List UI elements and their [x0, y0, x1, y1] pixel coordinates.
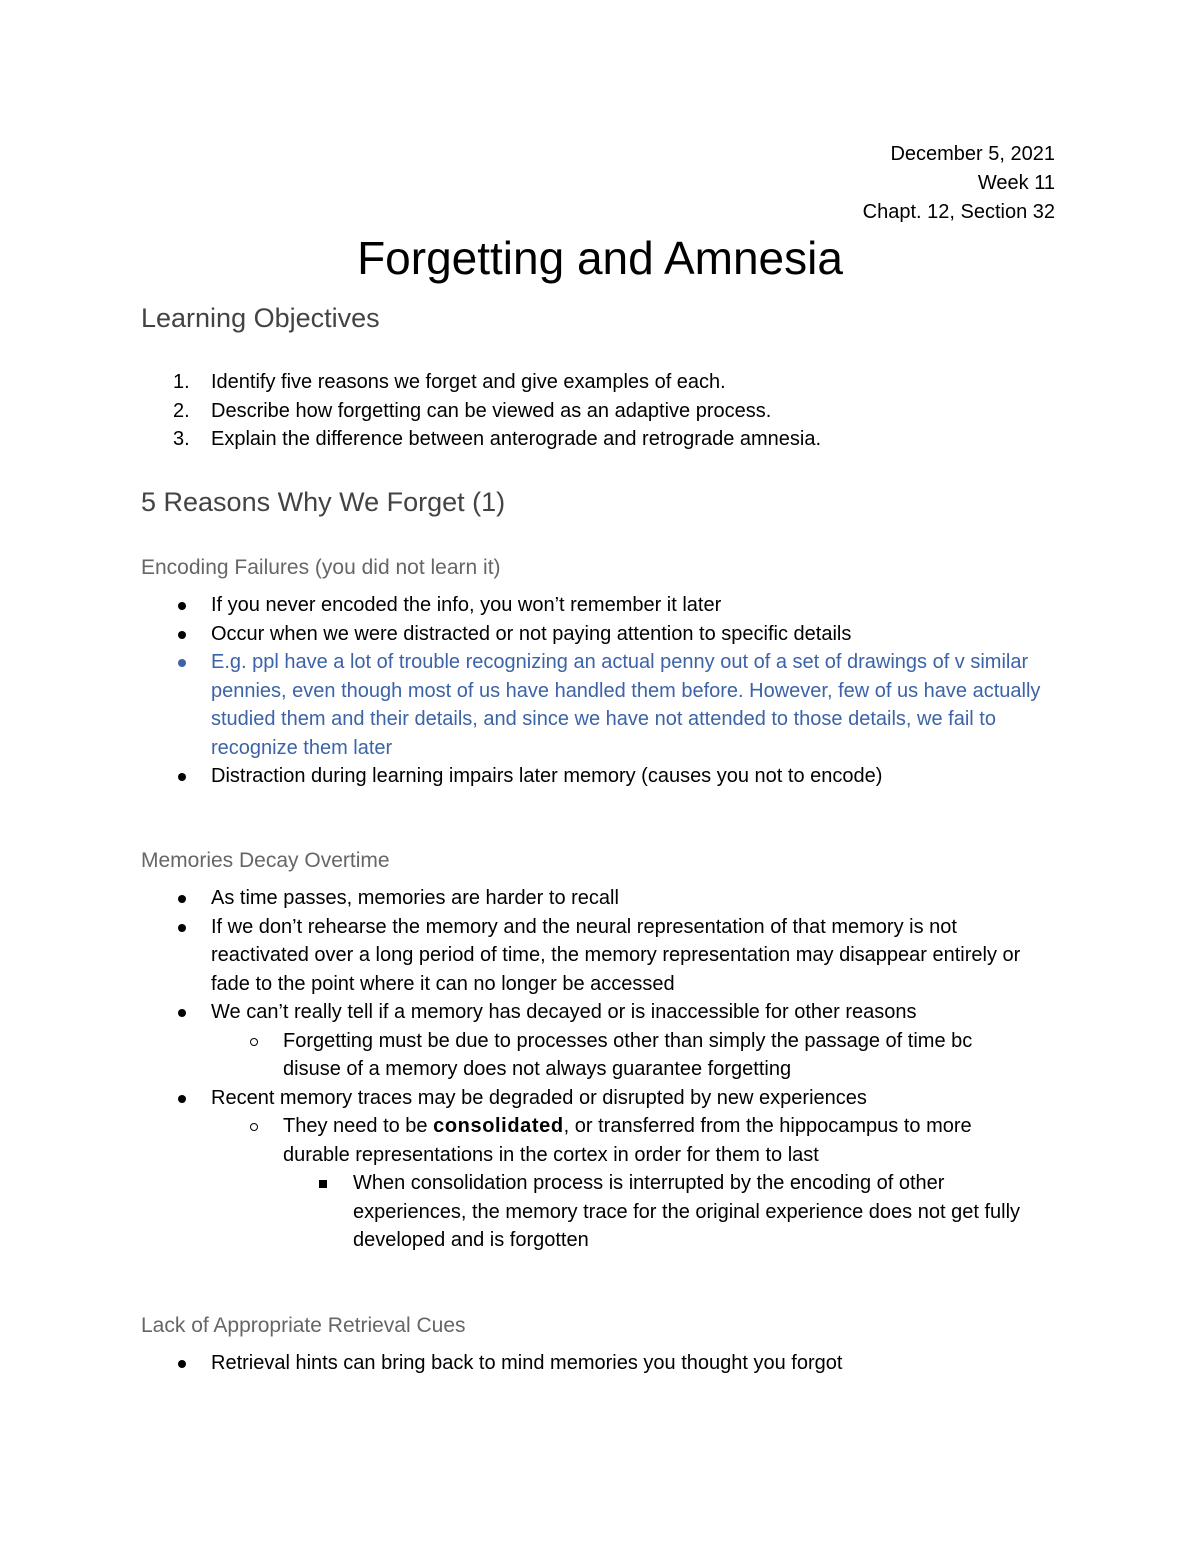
- sub-sub-list-item: [0, 1169, 1200, 1255]
- bullet-icon: [178, 631, 186, 639]
- memories-decay-heading: Memories Decay Overtime: [141, 849, 390, 872]
- bullet-icon: [178, 1360, 186, 1368]
- retrieval-cues-list: [0, 1349, 1200, 1378]
- hollow-bullet-icon: [250, 1038, 258, 1046]
- list-item-text: Retrieval hints can bring back to mind memories you thought you forgot: [211, 1352, 843, 1374]
- sub-list-item: [0, 1027, 1200, 1084]
- hollow-bullet-icon: [250, 1123, 258, 1131]
- consolidated-after: , or transferred from the hippocampus to more durable representations in the cortex in order for them to last: [283, 1115, 972, 1166]
- list-number: 1.: [173, 371, 190, 393]
- bullet-icon: [178, 659, 186, 667]
- bullet-icon: [178, 924, 186, 932]
- list-item: [0, 1084, 1200, 1113]
- document-meta: [863, 140, 1055, 227]
- sub-sub-list-item-text: When consolidation process is interrupted by the encoding of other experiences, the memory trace for the original experience does not get fully developed and is forgotten: [353, 1172, 1021, 1251]
- objective-item: [0, 425, 1200, 454]
- objective-text: Identify five reasons we forget and give examples of each.: [211, 371, 726, 393]
- memories-decay-list: [0, 884, 1200, 1255]
- list-item: [0, 884, 1200, 913]
- list-item: [0, 913, 1200, 999]
- list-item-text: Distraction during learning impairs later memory (causes you not to encode): [211, 765, 883, 787]
- objective-item: [0, 368, 1200, 397]
- list-item-text: If you never encoded the info, you won’t remember it later: [211, 594, 722, 616]
- bullet-icon: [178, 895, 186, 903]
- encoding-failures-heading: Encoding Failures (you did not learn it): [141, 556, 501, 579]
- encoding-failures-list: [0, 591, 1200, 791]
- objective-text: Explain the difference between anterograde and retrograde amnesia.: [211, 428, 822, 450]
- list-item: [0, 998, 1200, 1027]
- list-item: [0, 620, 1200, 649]
- retrieval-cues-heading: Lack of Appropriate Retrieval Cues: [141, 1314, 466, 1337]
- list-item-text: Recent memory traces may be degraded or disrupted by new experiences: [211, 1086, 867, 1109]
- bullet-icon: [178, 1095, 186, 1103]
- sub-list-item-text: Forgetting must be due to processes other than simply the passage of time bc disuse of a memory does not always guarantee forgetting: [283, 1029, 973, 1080]
- list-item: [0, 591, 1200, 620]
- list-item-text: If we don’t rehearse the memory and the neural representation of that memory is not reactivated over a long period of time, the memory representation may disappear entirely or fade to the point where it can no longer be accessed: [211, 915, 1021, 995]
- list-item-text: Occur when we were distracted or not paying attention to specific details: [211, 622, 852, 645]
- objective-item: [0, 397, 1200, 426]
- list-number: 3.: [173, 428, 190, 450]
- learning-objectives-heading: Learning Objectives: [141, 303, 380, 333]
- bullet-icon: [178, 773, 186, 781]
- consolidated-before: They need to be: [283, 1115, 434, 1137]
- objective-text: Describe how forgetting can be viewed as an adaptive process.: [211, 399, 772, 422]
- list-item-text: As time passes, memories are harder to recall: [211, 887, 619, 909]
- document-title: Forgetting and Amnesia: [357, 232, 843, 284]
- chapter-line: Chapt. 12, Section 32: [862, 201, 1055, 223]
- list-item-example: [0, 648, 1200, 762]
- list-item: [0, 1349, 1200, 1378]
- learning-objectives-list: [0, 368, 1200, 454]
- list-item: [0, 762, 1200, 791]
- sub-list-item-text: [283, 1112, 1028, 1169]
- sub-list-item: [0, 1112, 1200, 1169]
- list-number: 2.: [173, 399, 190, 422]
- square-bullet-icon: [319, 1180, 327, 1188]
- reasons-heading: 5 Reasons Why We Forget (1): [141, 487, 506, 517]
- bullet-icon: [178, 602, 186, 610]
- consolidated-term: consolidated: [433, 1115, 564, 1137]
- date-line: December 5, 2021: [890, 143, 1055, 165]
- week-line: Week 11: [977, 172, 1055, 194]
- bullet-icon: [178, 1009, 186, 1017]
- list-item-text: We can’t really tell if a memory has decayed or is inaccessible for other reasons: [211, 1001, 917, 1023]
- example-text: E.g. ppl have a lot of trouble recognizing an actual penny out of a set of drawings of v similar pennies, even though most of us have handled them before. However, few of us have actually studied them and their details, and since we have not attended to those details, we fail to recognize them later: [211, 651, 1041, 759]
